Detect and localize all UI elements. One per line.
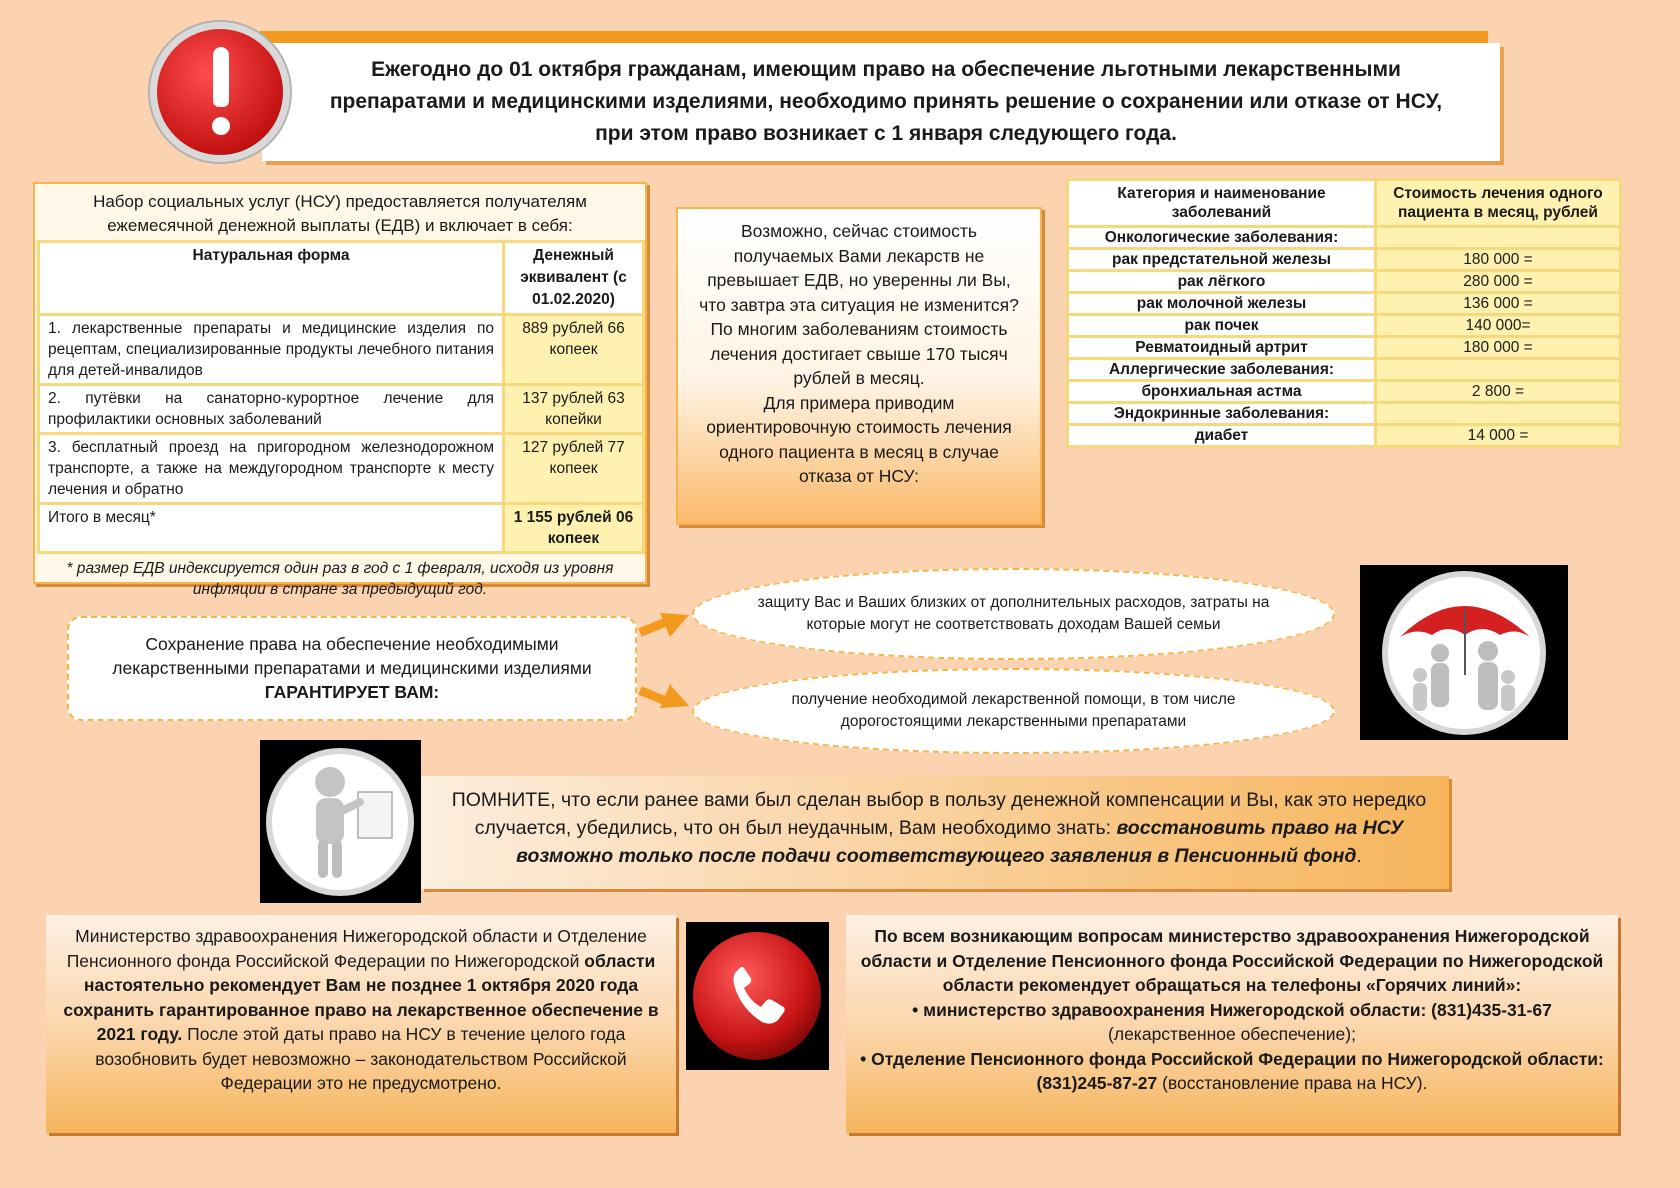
- ministry-text-1: Министерство здравоохранения Нижегородской области и Отделение Пенсионного фонда Российской Федерации по Нижегородской: [66, 926, 647, 971]
- treatment-cost-table: [1066, 178, 1622, 448]
- table-row: [1068, 403, 1621, 425]
- disease-name: рак предстательной железы: [1068, 249, 1376, 271]
- nsu-table: [37, 240, 645, 554]
- remember-emphasis: восстановить право на НСУ возможно только после подачи соответствующего заявления в Пенсионный фонд: [516, 817, 1404, 867]
- disease-name: рак лёгкого: [1068, 271, 1376, 293]
- hotline-intro: По всем возникающим вопросам министерство здравоохранения Нижегородской области и Отделение Пенсионного фонда Российской Федерации по Нижегородской области рекомендует обращаться на телефоны «Горячих линий»:: [860, 926, 1604, 995]
- disease-name: диабет: [1068, 425, 1376, 447]
- nsu-intro: Набор социальных услуг (НСУ) предоставляется получателям ежемесячной денежной выплаты (ЕДВ) и включает в себя:: [93, 192, 587, 235]
- top-banner: [262, 43, 1500, 161]
- disease-cost: 2 800 =: [1376, 381, 1621, 403]
- remember-text: ПОМНИТЕ, что если ранее вами был сделан выбор в пользу денежной компенсации и Вы, как это нередко случается, убедились, что он был неудачным, Вам необходимо знать:: [451, 789, 1427, 839]
- hotline-item-1: [860, 998, 1604, 1047]
- disease-cost: 280 000 =: [1376, 271, 1621, 293]
- cost-warning-box: [676, 207, 1042, 525]
- disease-cost: [1376, 359, 1621, 381]
- exclamation-icon: [150, 22, 290, 162]
- ministry-recommendation-box: [46, 915, 676, 1133]
- person-document-icon: [260, 740, 421, 903]
- arrow-lower-head: [660, 684, 694, 718]
- nsu-total-row: [39, 504, 644, 553]
- cost-warning-p2: По многим заболеваниям стоимость лечения достигает свыше 170 тысяч рублей в месяц.: [710, 319, 1008, 388]
- disease-name: рак почек: [1068, 315, 1376, 337]
- cost-col-price: Стоимость лечения одного пациента в месяц, рублей: [1376, 180, 1621, 227]
- table-row: [39, 315, 644, 385]
- disease-name: Эндокринные заболевания:: [1068, 403, 1376, 425]
- nsu-header-row: [39, 242, 644, 315]
- hotline-item-2-text: • Отделение Пенсионного фонда Российской Федерации по Нижегородской области: (831)245-87-27: [860, 1048, 1604, 1093]
- table-row: [1068, 227, 1621, 249]
- umbrella-family-icon: [1360, 565, 1568, 740]
- arrow-upper-head: [660, 603, 694, 637]
- phone-icon: [686, 922, 829, 1070]
- ministry-text-2: После этой даты право на НСУ в течение целого года возобновить будет невозможно – законодательством Российской Федерации это не предусмотрено.: [95, 1024, 627, 1093]
- table-row: [39, 434, 644, 504]
- hotline-item-1-text: • министерство здравоохранения Нижегородской области: (831)435-31-67: [912, 999, 1552, 1020]
- table-row: [1068, 293, 1621, 315]
- guarantee-oval-1: [692, 568, 1335, 660]
- disease-name: Ревматоидный артрит: [1068, 337, 1376, 359]
- disease-cost: 140 000=: [1376, 315, 1621, 337]
- cost-warning-p3: Для примера приводим ориентировочную стоимость лечения одного пациента в месяц в случае отказа от НСУ:: [706, 392, 1012, 486]
- disease-cost: 180 000 =: [1376, 249, 1621, 271]
- table-row: [1068, 359, 1621, 381]
- hotline-item-2: [860, 1047, 1604, 1096]
- nsu-item: 2. путёвки на санаторно-курортное лечение для профилактики основных заболеваний: [39, 385, 504, 434]
- ministry-bold: области настоятельно рекомендует Вам не позднее 1 октября 2020 года сохранить гарантированное право на лекарственное обеспечение в 2021 году.: [63, 950, 659, 1044]
- hotline-item-1-note: (лекарственное обеспечение);: [1108, 1024, 1356, 1044]
- table-row: [1068, 249, 1621, 271]
- nsu-col-money: Денежный эквивалент (с 01.02.2020): [504, 242, 644, 315]
- nsu-value: 127 рублей 77 копеек: [504, 434, 644, 504]
- nsu-footnote: * размер ЕДВ индексируется один раз в год с 1 февраля, исходя из уровня инфляции в стране за предыдущий год.: [66, 560, 614, 598]
- disease-cost: 136 000 =: [1376, 293, 1621, 315]
- disease-name: бронхиальная астма: [1068, 381, 1376, 403]
- guarantee-box: [67, 616, 637, 721]
- table-row: [1068, 425, 1621, 447]
- banner-accent-bar: [260, 31, 1488, 43]
- table-row: [39, 385, 644, 434]
- disease-name: Аллергические заболевания:: [1068, 359, 1376, 381]
- table-row: [1068, 315, 1621, 337]
- oval-1-text: защиту Вас и Ваших близких от дополнительных расходов, затраты на которые могут не соответствовать доходам Вашей семьи: [757, 594, 1270, 633]
- disease-name: рак молочной железы: [1068, 293, 1376, 315]
- cost-warning-p1: Возможно, сейчас стоимость получаемых Вами лекарств не превышает ЕДВ, но уверенны ли Вы, что завтра эта ситуация не изменится?: [699, 221, 1019, 315]
- nsu-total-value: 1 155 рублей 06 копеек: [504, 504, 644, 553]
- nsu-item: 3. бесплатный проезд на пригородном железнодорожном транспорте, а также на междугородном транспорте к месту лечения и обратно: [39, 434, 504, 504]
- cost-header-row: [1068, 180, 1621, 227]
- disease-cost: [1376, 403, 1621, 425]
- nsu-col-natural: Натуральная форма: [39, 242, 504, 315]
- nsu-value: 137 рублей 63 копейки: [504, 385, 644, 434]
- hotline-item-2-note: (восстановление права на НСУ).: [1162, 1073, 1428, 1093]
- nsu-value: 889 рублей 66 копеек: [504, 315, 644, 385]
- disease-cost: [1376, 227, 1621, 249]
- disease-cost: 180 000 =: [1376, 337, 1621, 359]
- disease-cost: 14 000 =: [1376, 425, 1621, 447]
- guarantee-oval-2: [692, 668, 1335, 754]
- table-row: [1068, 381, 1621, 403]
- guarantee-text: Сохранение права на обеспечение необходимыми лекарственными препаратами и медицинскими изделиями: [112, 634, 592, 678]
- guarantee-bold: ГАРАНТИРУЕТ ВАМ:: [264, 682, 440, 702]
- hotline-box: [846, 915, 1618, 1133]
- nsu-total-label: Итого в месяц*: [39, 504, 504, 553]
- table-row: [1068, 271, 1621, 293]
- oval-2-text: получение необходимой лекарственной помощи, в том числе дорогостоящими лекарственными препаратами: [791, 691, 1236, 730]
- nsu-panel: [33, 182, 647, 598]
- banner-text: Ежегодно до 01 октября гражданам, имеющим право на обеспечение льготными лекарственными препаратами и медицинскими изделиями, необходимо принять решение о сохранении или отказе от НСУ, при этом право возникает с 1 января следующего года.: [329, 58, 1443, 145]
- remember-end: .: [1356, 845, 1362, 867]
- table-row: [1068, 337, 1621, 359]
- cost-col-category: Категория и наименование заболеваний: [1068, 180, 1376, 227]
- remember-box: [421, 776, 1449, 889]
- nsu-item: 1. лекарственные препараты и медицинские изделия по рецептам, специализированные продукты лечебного питания для детей-инвалидов: [39, 315, 504, 385]
- disease-name: Онкологические заболевания:: [1068, 227, 1376, 249]
